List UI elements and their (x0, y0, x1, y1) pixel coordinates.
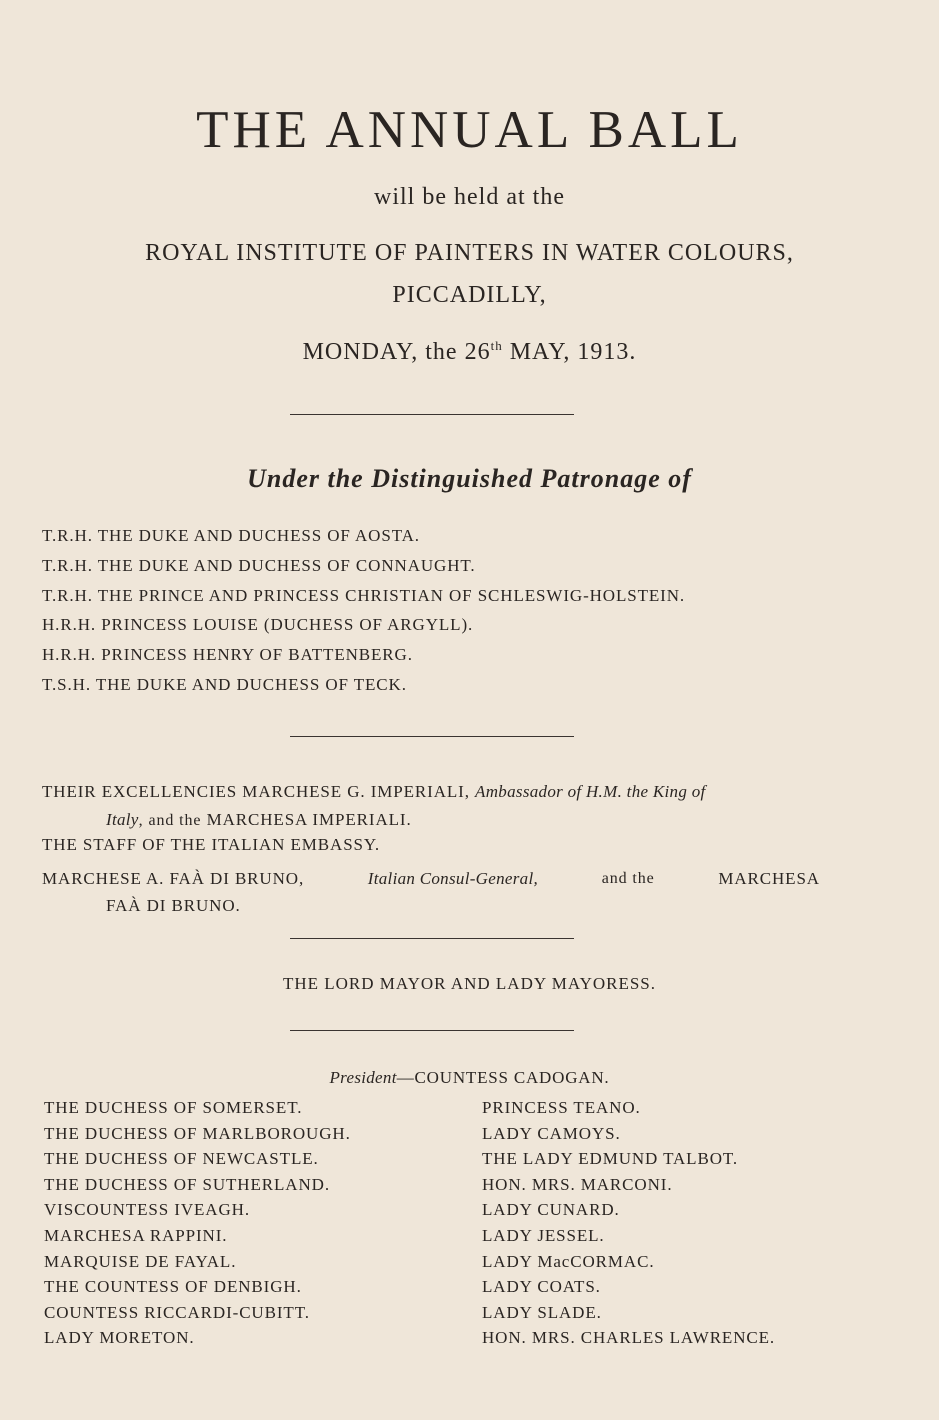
date-suffix: MAY, 1913. (502, 339, 637, 365)
committee-member: LADY CAMOYS. (482, 1123, 621, 1143)
divider-rule (290, 414, 574, 415)
divider-rule (290, 736, 574, 737)
consul-wife: MARCHESA (718, 869, 820, 888)
president-name: —COUNTESS CADOGAN. (396, 1068, 610, 1087)
royal-patrons-list (42, 521, 685, 700)
president-label: President (329, 1068, 397, 1087)
committee-member: HON. MRS. MARCONI. (482, 1174, 673, 1194)
committee-member: LADY JESSEL. (482, 1225, 605, 1245)
venue-name: ROYAL INSTITUTE OF PAINTERS IN WATER COLOURS, (145, 240, 794, 266)
held-at-text: will be held at the (374, 184, 565, 210)
committee-right-column (482, 1095, 775, 1351)
consul-title: Italian Consul-General, (367, 869, 539, 888)
committee-member: COUNTESS RICCARDI-CUBITT. (44, 1302, 310, 1322)
patron-item: H.R.H. PRINCESS HENRY OF BATTENBERG. (42, 645, 413, 665)
committee-member: THE DUCHESS OF SOMERSET. (44, 1098, 303, 1117)
venue-location: PICCADILLY, (392, 282, 547, 308)
committee-member: THE DUCHESS OF SUTHERLAND. (44, 1174, 330, 1194)
committee-member: MARQUISE DE FAYAL. (44, 1251, 237, 1271)
committee-member: PRINCESS TEANO. (482, 1098, 641, 1117)
committee-member: LADY MacCORMAC. (482, 1251, 655, 1271)
committee-member: THE LADY EDMUND TALBOT. (482, 1149, 739, 1169)
embassy-staff: THE STAFF OF THE ITALIAN EMBASSY. (42, 835, 381, 854)
divider-rule (290, 1030, 574, 1031)
committee-member: THE DUCHESS OF MARLBOROUGH. (44, 1123, 351, 1143)
date-superscript: th (490, 338, 503, 353)
event-date (0, 338, 939, 366)
date-prefix: MONDAY, the 26 (302, 339, 491, 365)
patron-item: T.S.H. THE DUKE AND DUCHESS OF TECK. (42, 674, 407, 694)
committee-member: LADY COATS. (482, 1277, 601, 1297)
ambassador-and: , and the (138, 812, 202, 829)
ambassador-entry (42, 778, 822, 835)
consul-name: MARCHESE A. FAÀ DI BRUNO, (42, 869, 305, 888)
patron-item: T.R.H. THE DUKE AND DUCHESS OF AOSTA. (42, 526, 420, 545)
patronage-heading: Under the Distinguished Patronage of (247, 464, 692, 493)
committee-member: LADY SLADE. (482, 1302, 602, 1322)
ambassador-name: THEIR EXCELLENCIES MARCHESE G. IMPERIALI, (42, 782, 470, 801)
ambassador-title: Ambassador of H.M. the King of (475, 782, 706, 801)
committee-member: LADY CUNARD. (482, 1200, 620, 1220)
ball-title: THE ANNUAL BALL (196, 101, 743, 159)
committee-member: THE COUNTESS OF DENBIGH. (44, 1277, 302, 1297)
committee-member: THE DUCHESS OF NEWCASTLE. (44, 1149, 319, 1169)
committee-member: MARCHESA RAPPINI. (44, 1225, 228, 1245)
president-line (0, 1068, 939, 1088)
lord-mayor: THE LORD MAYOR AND LADY MAYORESS. (282, 974, 657, 993)
consul-wife-name: FAÀ DI BRUNO. (106, 896, 241, 915)
committee-member: LADY MORETON. (44, 1328, 195, 1348)
ambassador-title-cont: Italy (106, 810, 139, 829)
committee-left-column (44, 1095, 351, 1351)
consul-and: and the (601, 870, 655, 887)
patron-item: T.R.H. THE PRINCE AND PRINCESS CHRISTIAN OF SCHLESWIG-HOLSTEIN. (42, 585, 686, 605)
consul-entry (42, 865, 822, 919)
committee-member: HON. MRS. CHARLES LAWRENCE. (482, 1328, 776, 1348)
patron-item: T.R.H. THE DUKE AND DUCHESS OF CONNAUGHT. (42, 555, 476, 575)
patron-item: H.R.H. PRINCESS LOUISE (DUCHESS OF ARGYLL). (42, 615, 474, 635)
ambassador-wife: MARCHESA IMPERIALI. (206, 810, 412, 829)
committee-member: VISCOUNTESS IVEAGH. (44, 1200, 250, 1220)
divider-rule (290, 938, 574, 939)
